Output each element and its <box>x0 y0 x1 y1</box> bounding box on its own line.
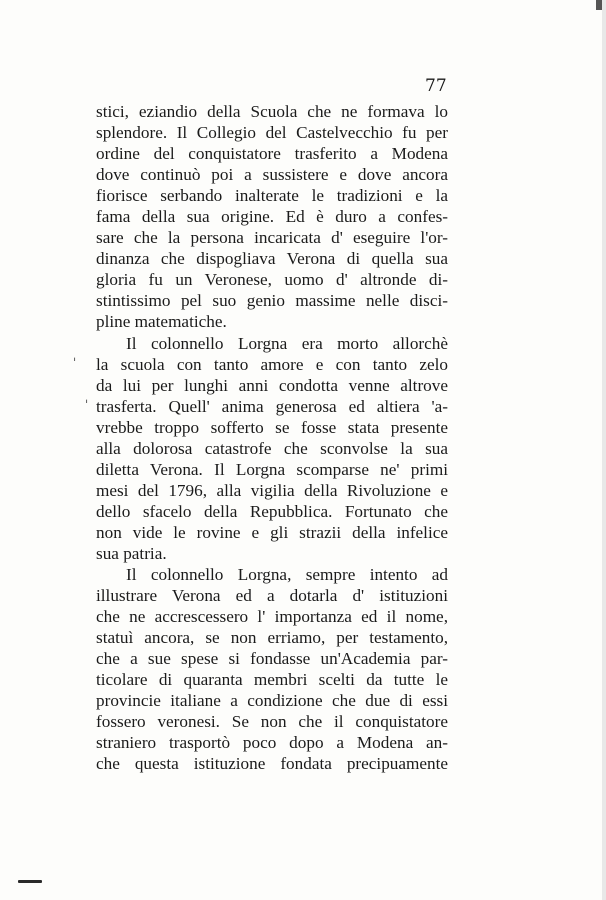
text-line: illustrare Verona ed a dotarla d' istituzioni <box>96 586 448 606</box>
text-line: dove continuò poi a sussistere e dove ancora <box>96 165 448 185</box>
text-line: gloria fu un Veronese, uomo d' altronde di- <box>96 270 448 290</box>
page-corner-mark <box>18 880 42 883</box>
body-text <box>96 101 448 775</box>
text-line: che questa istituzione fondata precipuamente <box>96 754 448 774</box>
text-line: splendore. Il Collegio del Castelvecchio fu per <box>96 123 448 143</box>
text-line: mesi del 1796, alla vigilia della Rivoluzione e <box>96 480 448 500</box>
text-line: non vide le rovine e gli strazii della infelice <box>96 522 448 542</box>
text-line: Il colonnello Lorgna, sempre intento ad <box>126 565 448 585</box>
page-number: 77 <box>425 76 447 96</box>
text-line: vrebbe troppo sofferto se fosse stata presente <box>96 417 448 437</box>
text-line: straniero trasportò poco dopo a Modena an- <box>96 733 448 753</box>
text-line: stintissimo pel suo genio massime nelle disci- <box>96 291 448 311</box>
text-line: che ne accrescessero l' importanza ed il nome, <box>96 607 448 627</box>
corner-mark <box>596 0 602 10</box>
text-line: pline matematiche. <box>96 312 227 332</box>
text-line: diletta Verona. Il Lorgna scomparse ne' primi <box>96 459 448 479</box>
text-line: alla dolorosa catastrofe che sconvolse la sua <box>96 438 448 458</box>
text-line: sua patria. <box>96 543 167 563</box>
text-line: statuì ancora, se non erriamo, per testamento, <box>96 628 448 648</box>
text-line: che a sue spese si fondasse un'Academia par- <box>96 649 448 669</box>
text-line: dello sfacelo della Repubblica. Fortunato che <box>96 501 448 521</box>
text-line: sare che la persona incaricata d' eseguire l'or- <box>96 228 448 248</box>
text-line: ticolare di quaranta membri scelti da tutte le <box>96 670 448 690</box>
text-line: Il colonnello Lorgna era morto allorchè <box>126 333 448 353</box>
margin-tick-mark: ˌ <box>73 348 77 362</box>
text-line: stici, eziandio della Scuola che ne formava lo <box>96 102 448 121</box>
text-line: dinanza che dispogliava Verona di quella sua <box>96 249 448 269</box>
text-line: fiorisce serbando inalterate le tradizioni e la <box>96 186 448 206</box>
page-edge <box>602 0 606 900</box>
text-line: da lui per lunghi anni condotta venne altrove <box>96 375 448 395</box>
text-line: la scuola con tanto amore e con tanto zelo <box>96 354 448 374</box>
text-line: fama della sua origine. Ed è duro a confes- <box>96 207 448 227</box>
text-line: fossero veronesi. Se non che il conquistatore <box>96 712 448 732</box>
margin-tick-mark: ˌ <box>85 390 89 404</box>
text-line: ordine del conquistatore trasferito a Modena <box>96 144 448 164</box>
text-line: provincie italiane a condizione che due di essi <box>96 691 448 711</box>
text-line: trasferta. Quell' anima generosa ed altiera 'a- <box>96 396 448 416</box>
